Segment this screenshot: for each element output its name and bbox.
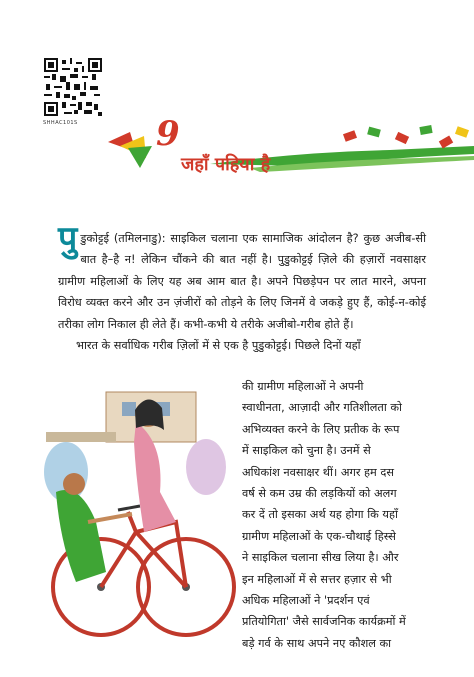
body-text — [58, 219, 426, 356]
paragraph-1-text: डुकोट्टई (तमिलनाडु): साइकिल चलाना एक सामाजिक आंदोलन है? कुछ अजीब-सी बात है–है न! लेकिन चौंकने की बात नहीं है। पुडुकोट्टई ज़िले की हज़ारों नवसाक्षर ग्रामीण महिलाओं के लिए यह अब आम बात है। अपने पिछड़ेपन पर लात मारने, अपना विरोध व्यक्त करने और उन ज़ंजीरों को तोड़ने के लिए जिनमें वे जकड़े हुए हैं, कोई-न-कोई तरीका लोग निकाल ही लेते हैं। कभी-कभी ये तरीके अजीबो-गरीब होते हैं। — [58, 232, 426, 331]
column-line: वर्ष से कम उम्र की लड़कियों को अलग — [242, 487, 397, 501]
paragraph-2-lead: भारत के सर्वाधिक गरीब ज़िलों में से एक है पुडुकोट्टई। पिछले दिनों यहाँ — [76, 339, 361, 353]
column-line: अधिक महिलाओं ने 'प्रदर्शन एवं — [242, 594, 370, 608]
paragraph-1 — [58, 219, 426, 335]
column-line: ग्रामीण महिलाओं के एक-चौथाई हिस्से — [242, 529, 396, 543]
column-line: प्रतियोगिता' जैसे सार्वजनिक कार्यक्रमों में — [242, 615, 406, 629]
dropcap: पु — [58, 219, 78, 259]
qr-code-image — [44, 58, 102, 116]
column-line: कर दें तो इसका अर्थ यह होगा कि यहाँ — [242, 508, 398, 522]
chapter-title: जहाँ पहिया है — [181, 154, 271, 175]
qr-code-label: SHHAC101S — [43, 120, 78, 126]
column-line: इन महिलाओं में से सत्तर हज़ार से भी — [242, 572, 392, 586]
column-line: में साइकिल को चुना है। उनमें से — [242, 444, 371, 458]
chapter-number: 9 — [156, 114, 180, 154]
column-line: स्वाधीनता, आज़ादी और गतिशीलता को — [242, 401, 402, 415]
column-line: की ग्रामीण महिलाओं ने अपनी — [242, 380, 364, 393]
column-line: बड़े गर्व के साथ अपने नए कौशल का — [242, 636, 392, 650]
paragraph-2-column — [242, 376, 426, 654]
column-line: अभिव्यक्त करने के लिए प्रतीक के रूप — [242, 422, 400, 436]
kite-icon-green — [128, 146, 152, 168]
flower-icons — [343, 125, 469, 148]
column-line: अधिकांश नवसाक्षर थीं। अगर हम दस — [242, 465, 395, 479]
bicycle-women-illustration — [36, 372, 246, 650]
column-line: ने साइकिल चलाना सीख लिया है। और — [242, 551, 399, 565]
walking-woman — [56, 490, 106, 582]
